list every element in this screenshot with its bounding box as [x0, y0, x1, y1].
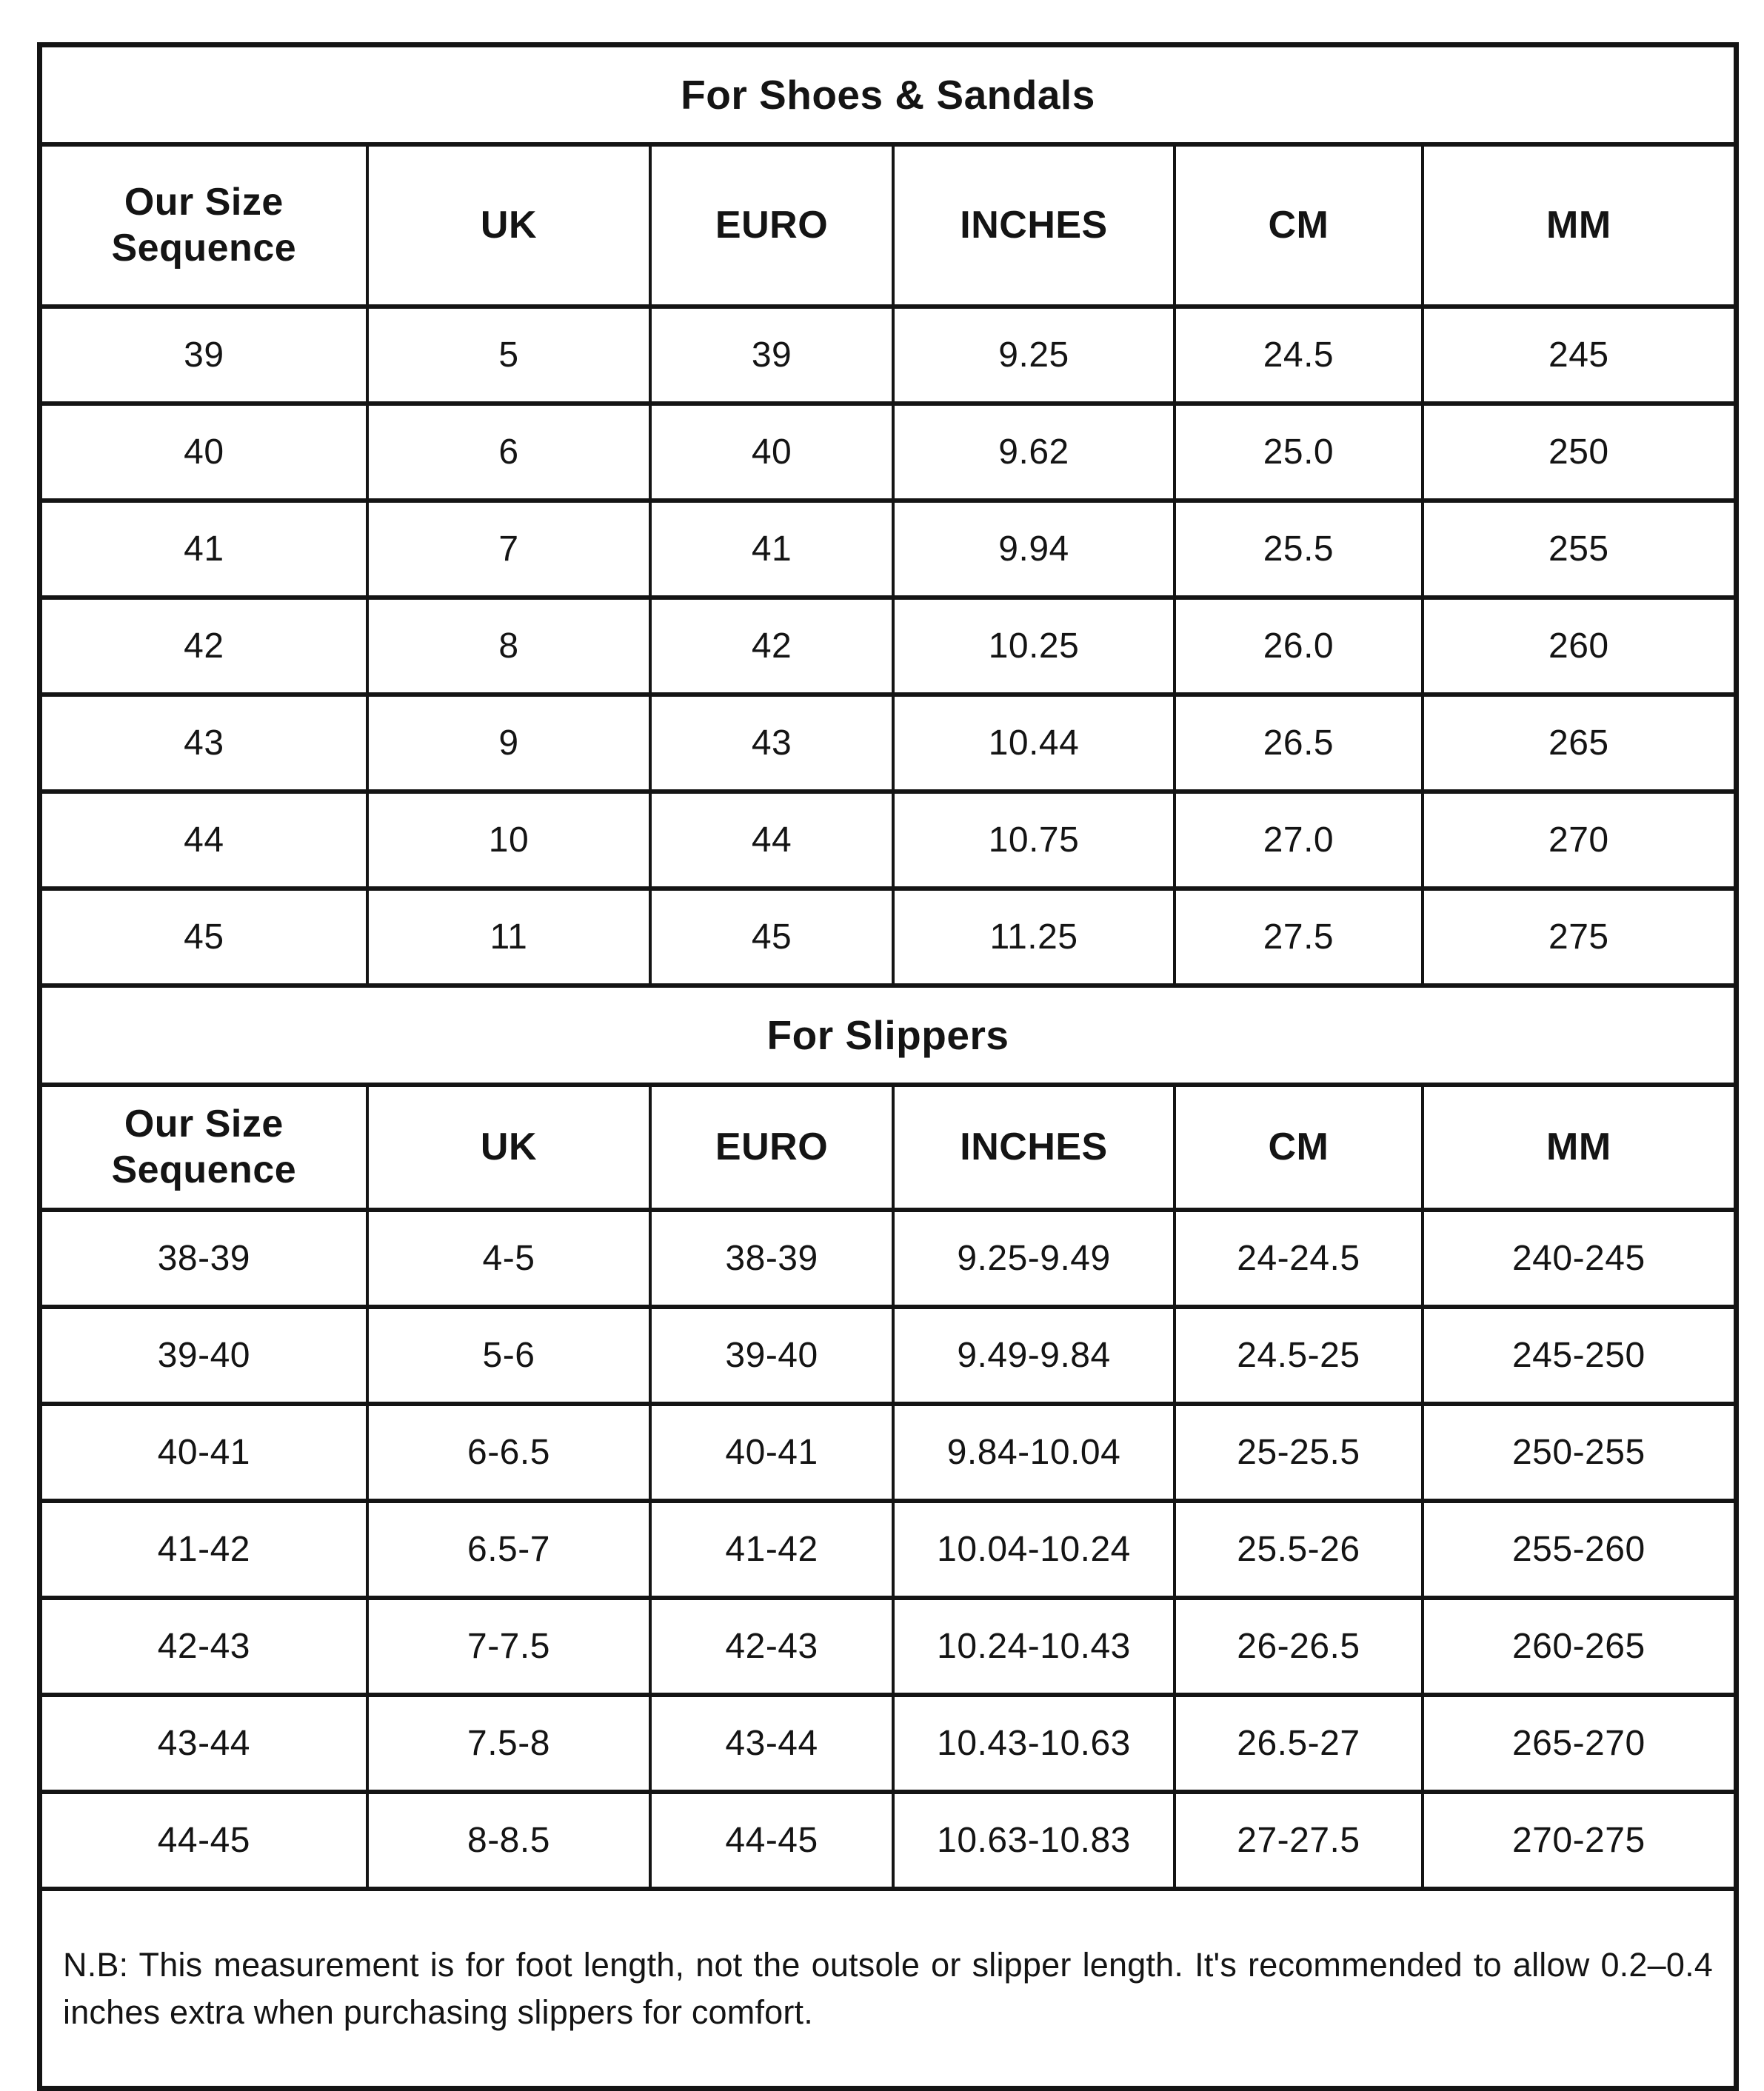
column-header: INCHES	[893, 1085, 1175, 1210]
table-cell: 45	[40, 889, 367, 986]
table-row	[40, 1598, 1737, 1695]
table-cell: 7-7.5	[367, 1598, 651, 1695]
column-header: Our Size Sequence	[40, 1085, 367, 1210]
shoes-sandals-section-title: For Shoes & Sandals	[40, 45, 1737, 145]
table-cell: 43	[650, 695, 893, 792]
table-cell: 10.24-10.43	[893, 1598, 1175, 1695]
table-cell: 40	[650, 404, 893, 501]
table-cell: 8-8.5	[367, 1792, 651, 1889]
table-cell: 9.62	[893, 404, 1175, 501]
column-header: MM	[1423, 1085, 1737, 1210]
table-cell: 10	[367, 792, 651, 889]
table-cell: 10.44	[893, 695, 1175, 792]
table-cell: 40-41	[650, 1404, 893, 1501]
table-cell: 255	[1423, 501, 1737, 598]
table-cell: 41-42	[40, 1501, 367, 1598]
table-cell: 9.84-10.04	[893, 1404, 1175, 1501]
table-row	[40, 1695, 1737, 1792]
column-header: Our Size Sequence	[40, 144, 367, 307]
table-cell: 9.94	[893, 501, 1175, 598]
table-cell: 245	[1423, 307, 1737, 404]
table-cell: 10.63-10.83	[893, 1792, 1175, 1889]
table-cell: 44	[650, 792, 893, 889]
table-cell: 42	[650, 598, 893, 695]
note-text: N.B: This measurement is for foot length, not the outsole or slipper length. It's recommended to allow 0.2–0.4 inches extra when purchasing slippers for comfort.	[40, 1889, 1737, 2089]
table-cell: 240-245	[1423, 1210, 1737, 1307]
column-header: INCHES	[893, 144, 1175, 307]
column-header: EURO	[650, 1085, 893, 1210]
table-cell: 39-40	[650, 1307, 893, 1404]
table-cell: 9.25	[893, 307, 1175, 404]
table-cell: 41	[650, 501, 893, 598]
header-row	[40, 144, 1737, 307]
table-cell: 43-44	[40, 1695, 367, 1792]
table-cell: 39-40	[40, 1307, 367, 1404]
table-cell: 25.5	[1175, 501, 1422, 598]
table-cell: 10.04-10.24	[893, 1501, 1175, 1598]
table-cell: 9.25-9.49	[893, 1210, 1175, 1307]
table-cell: 45	[650, 889, 893, 986]
table-row	[40, 792, 1737, 889]
table-cell: 42-43	[40, 1598, 367, 1695]
table-cell: 4-5	[367, 1210, 651, 1307]
table-cell: 24.5	[1175, 307, 1422, 404]
table-row	[40, 889, 1737, 986]
table-cell: 24.5-25	[1175, 1307, 1422, 1404]
column-header: CM	[1175, 1085, 1422, 1210]
table-cell: 260-265	[1423, 1598, 1737, 1695]
table-cell: 43	[40, 695, 367, 792]
table-cell: 265-270	[1423, 1695, 1737, 1792]
table-cell: 7	[367, 501, 651, 598]
table-cell: 42-43	[650, 1598, 893, 1695]
table-cell: 25.0	[1175, 404, 1422, 501]
table-cell: 260	[1423, 598, 1737, 695]
table-cell: 40	[40, 404, 367, 501]
table-cell: 9	[367, 695, 651, 792]
table-cell: 41	[40, 501, 367, 598]
table-cell: 8	[367, 598, 651, 695]
size-chart-body	[40, 45, 1737, 2089]
table-cell: 7.5-8	[367, 1695, 651, 1792]
section-title-row	[40, 986, 1737, 1085]
table-cell: 255-260	[1423, 1501, 1737, 1598]
table-cell: 27.5	[1175, 889, 1422, 986]
table-row	[40, 501, 1737, 598]
table-cell: 250-255	[1423, 1404, 1737, 1501]
table-cell: 24-24.5	[1175, 1210, 1422, 1307]
column-header: UK	[367, 1085, 651, 1210]
table-row	[40, 1210, 1737, 1307]
table-cell: 245-250	[1423, 1307, 1737, 1404]
column-header: CM	[1175, 144, 1422, 307]
table-cell: 39	[40, 307, 367, 404]
table-cell: 38-39	[650, 1210, 893, 1307]
column-header: MM	[1423, 144, 1737, 307]
table-row	[40, 1501, 1737, 1598]
column-header: EURO	[650, 144, 893, 307]
table-cell: 10.43-10.63	[893, 1695, 1175, 1792]
table-cell: 26.0	[1175, 598, 1422, 695]
table-cell: 39	[650, 307, 893, 404]
column-header: UK	[367, 144, 651, 307]
table-cell: 42	[40, 598, 367, 695]
slippers-section-title: For Slippers	[40, 986, 1737, 1085]
table-cell: 44-45	[40, 1792, 367, 1889]
table-cell: 6-6.5	[367, 1404, 651, 1501]
table-row	[40, 1404, 1737, 1501]
table-row	[40, 695, 1737, 792]
table-cell: 44-45	[650, 1792, 893, 1889]
table-cell: 10.75	[893, 792, 1175, 889]
table-cell: 265	[1423, 695, 1737, 792]
size-chart	[37, 42, 1739, 2091]
table-cell: 275	[1423, 889, 1737, 986]
table-row	[40, 1792, 1737, 1889]
table-cell: 26.5	[1175, 695, 1422, 792]
table-cell: 250	[1423, 404, 1737, 501]
table-row	[40, 404, 1737, 501]
table-row	[40, 1307, 1737, 1404]
table-cell: 26-26.5	[1175, 1598, 1422, 1695]
table-row	[40, 598, 1737, 695]
table-cell: 6	[367, 404, 651, 501]
table-cell: 26.5-27	[1175, 1695, 1422, 1792]
note-row	[40, 1889, 1737, 2089]
table-cell: 9.49-9.84	[893, 1307, 1175, 1404]
table-cell: 6.5-7	[367, 1501, 651, 1598]
table-cell: 27.0	[1175, 792, 1422, 889]
table-cell: 27-27.5	[1175, 1792, 1422, 1889]
table-cell: 270	[1423, 792, 1737, 889]
table-cell: 10.25	[893, 598, 1175, 695]
table-cell: 41-42	[650, 1501, 893, 1598]
size-chart-table	[37, 42, 1739, 2091]
table-cell: 40-41	[40, 1404, 367, 1501]
header-row	[40, 1085, 1737, 1210]
table-cell: 270-275	[1423, 1792, 1737, 1889]
section-title-row	[40, 45, 1737, 145]
table-cell: 25.5-26	[1175, 1501, 1422, 1598]
table-cell: 11	[367, 889, 651, 986]
table-cell: 44	[40, 792, 367, 889]
table-cell: 5	[367, 307, 651, 404]
table-cell: 11.25	[893, 889, 1175, 986]
table-row	[40, 307, 1737, 404]
table-cell: 5-6	[367, 1307, 651, 1404]
table-cell: 25-25.5	[1175, 1404, 1422, 1501]
table-cell: 43-44	[650, 1695, 893, 1792]
table-cell: 38-39	[40, 1210, 367, 1307]
